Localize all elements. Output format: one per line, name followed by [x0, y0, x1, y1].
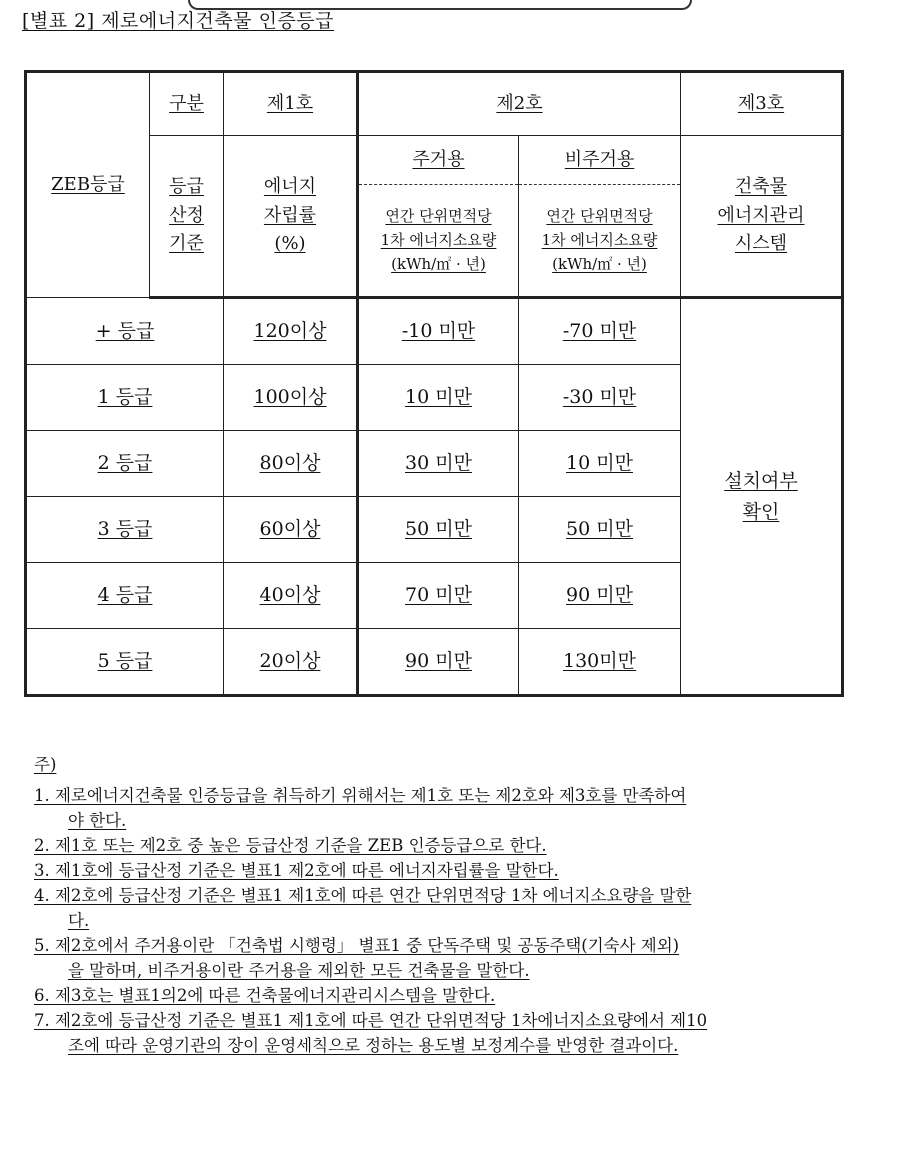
note-item: [34, 983, 889, 1008]
note-item: [34, 833, 889, 858]
energy-line: (%): [274, 233, 306, 255]
nonresidential-label: 비주거용: [564, 148, 635, 170]
nonresidential-cell: [519, 563, 681, 629]
self-sufficiency-cell: [224, 298, 358, 365]
energy-line: 에너지: [263, 175, 317, 197]
self-sufficiency-value: 20이상: [259, 649, 321, 672]
zeb-grade-header: ZEB등급: [51, 173, 125, 195]
zeb-grade-table: [24, 70, 844, 697]
note-text-continued: 다.: [68, 911, 90, 930]
nonresidential-value: 10 미만: [566, 451, 633, 474]
nonresidential-value: 130미만: [563, 649, 636, 672]
note-text: 1. 제로에너지건축물 인증등급을 취득하기 위해서는 제1호 또는 제2호와 제3호를 만족하여: [34, 786, 687, 805]
nonresidential-cell: [519, 298, 681, 365]
system-line: 건축물: [734, 175, 788, 197]
notes-heading: 주): [34, 755, 57, 774]
residential-value: 50 미만: [405, 517, 472, 540]
nonresidential-header-cell: [519, 136, 681, 298]
requirement-line: 연간 단위면적당: [546, 207, 653, 225]
note-text: 6. 제3호는 별표1의2에 따른 건축물에너지관리시스템을 말한다.: [34, 986, 496, 1005]
residential-cell: [358, 298, 519, 365]
residential-cell: [358, 365, 519, 431]
note-item: [34, 783, 889, 833]
grade-label: 3 등급: [97, 517, 153, 540]
grade-cell: [26, 431, 224, 497]
residential-value: -10 미만: [401, 319, 476, 342]
grade-cell: [26, 563, 224, 629]
residential-header-cell: [358, 136, 519, 298]
col-1ho-cell: [224, 72, 358, 136]
nonresidential-value: -30 미만: [562, 385, 637, 408]
grade-cell: [26, 298, 224, 365]
self-sufficiency-cell: [224, 563, 358, 629]
note-text: 7. 제2호에 등급산정 기준은 별표1 제1호에 따른 연간 단위면적당 1차에너지소요량에서 제10: [34, 1011, 708, 1030]
energy-self-sufficiency-cell: [224, 136, 358, 298]
nonresidential-cell: [519, 629, 681, 696]
criteria-line: 산정: [169, 204, 204, 226]
nonresidential-cell: [519, 365, 681, 431]
self-sufficiency-value: 80이상: [259, 451, 321, 474]
note-text-continued: 조에 따라 운영기관의 장이 운영세칙으로 정하는 용도별 보정계수를 반영한 결과이다.: [68, 1036, 679, 1055]
nonresidential-cell: [519, 431, 681, 497]
col-1ho-label: 제1호: [266, 92, 314, 114]
note-item: [34, 883, 889, 933]
grade-label: + 등급: [95, 319, 155, 342]
nonresidential-value: 90 미만: [566, 583, 633, 606]
criteria-line: 등급: [169, 175, 204, 197]
note-text: 4. 제2호에 등급산정 기준은 별표1 제1호에 따른 연간 단위면적당 1차 에너지소요량을 말한: [34, 886, 692, 905]
residential-cell: [358, 629, 519, 696]
residential-value: 90 미만: [405, 649, 472, 672]
nonresidential-value: -70 미만: [562, 319, 637, 342]
residential-value: 10 미만: [405, 385, 472, 408]
grade-label: 5 등급: [97, 649, 153, 672]
self-sufficiency-cell: [224, 431, 358, 497]
note-text: 3. 제1호에 등급산정 기준은 별표1 제2호에 따른 에너지자립률을 말한다.: [34, 861, 559, 880]
residential-value: 70 미만: [405, 583, 472, 606]
note-text: 2. 제1호 또는 제2호 중 높은 등급산정 기준을 ZEB 인증등급으로 한다.: [34, 836, 547, 855]
grade-label: 4 등급: [97, 583, 153, 606]
requirement-line: 1차 에너지소요량: [541, 231, 658, 249]
self-sufficiency-value: 40이상: [259, 583, 321, 606]
grade-cell: [26, 365, 224, 431]
criteria-cell: [150, 136, 224, 298]
install-check-cell: [681, 298, 843, 696]
nonresidential-value: 50 미만: [566, 517, 633, 540]
grade-cell: [26, 629, 224, 696]
residential-label: 주거용: [412, 148, 465, 170]
col-2ho-label: 제2호: [496, 92, 543, 114]
system-line: 시스템: [734, 233, 788, 255]
requirement-unit: (kWh/㎡ · 년): [391, 255, 486, 273]
requirement-unit: (kWh/㎡ · 년): [552, 255, 647, 273]
self-sufficiency-cell: [224, 497, 358, 563]
nonresidential-cell: [519, 497, 681, 563]
self-sufficiency-cell: [224, 365, 358, 431]
install-check-line: 확인: [742, 500, 780, 523]
requirement-line: 1차 에너지소요량: [380, 231, 497, 249]
col-3ho-label: 제3호: [737, 92, 785, 114]
residential-value: 30 미만: [405, 451, 472, 474]
grade-cell: [26, 497, 224, 563]
grade-label: 2 등급: [97, 451, 153, 474]
note-item: [34, 1008, 889, 1058]
notes-section: [34, 752, 889, 1058]
self-sufficiency-cell: [224, 629, 358, 696]
residential-cell: [358, 431, 519, 497]
grade-label: 1 등급: [97, 385, 153, 408]
page-title: [별표 2] 제로에너지건축물 인증등급: [22, 10, 334, 32]
gubun-label: 구분: [169, 92, 204, 114]
self-sufficiency-value: 100이상: [253, 385, 327, 408]
energy-line: 자립률: [263, 204, 317, 226]
note-text-continued: 야 한다.: [68, 811, 127, 830]
col-2ho-cell: [358, 72, 681, 136]
zeb-grade-header-cell: [26, 72, 150, 298]
residential-cell: [358, 497, 519, 563]
gubun-cell: [150, 72, 224, 136]
note-text-continued: 을 말하며, 비주거용이란 주거용을 제외한 모든 건축물을 말한다.: [68, 961, 530, 980]
system-header-cell: [681, 136, 843, 298]
note-item: [34, 933, 889, 983]
self-sufficiency-value: 60이상: [259, 517, 321, 540]
system-line: 에너지관리: [717, 204, 805, 226]
self-sufficiency-value: 120이상: [253, 319, 327, 342]
col-3ho-cell: [681, 72, 843, 136]
note-item: [34, 858, 889, 883]
requirement-line: 연간 단위면적당: [385, 207, 492, 225]
note-text: 5. 제2호에서 주거용이란 「건축법 시행령」 별표1 중 단독주택 및 공동주택(기숙사 제외): [34, 936, 680, 955]
criteria-line: 기준: [169, 233, 204, 255]
install-check-line: 설치여부: [724, 470, 798, 493]
residential-cell: [358, 563, 519, 629]
